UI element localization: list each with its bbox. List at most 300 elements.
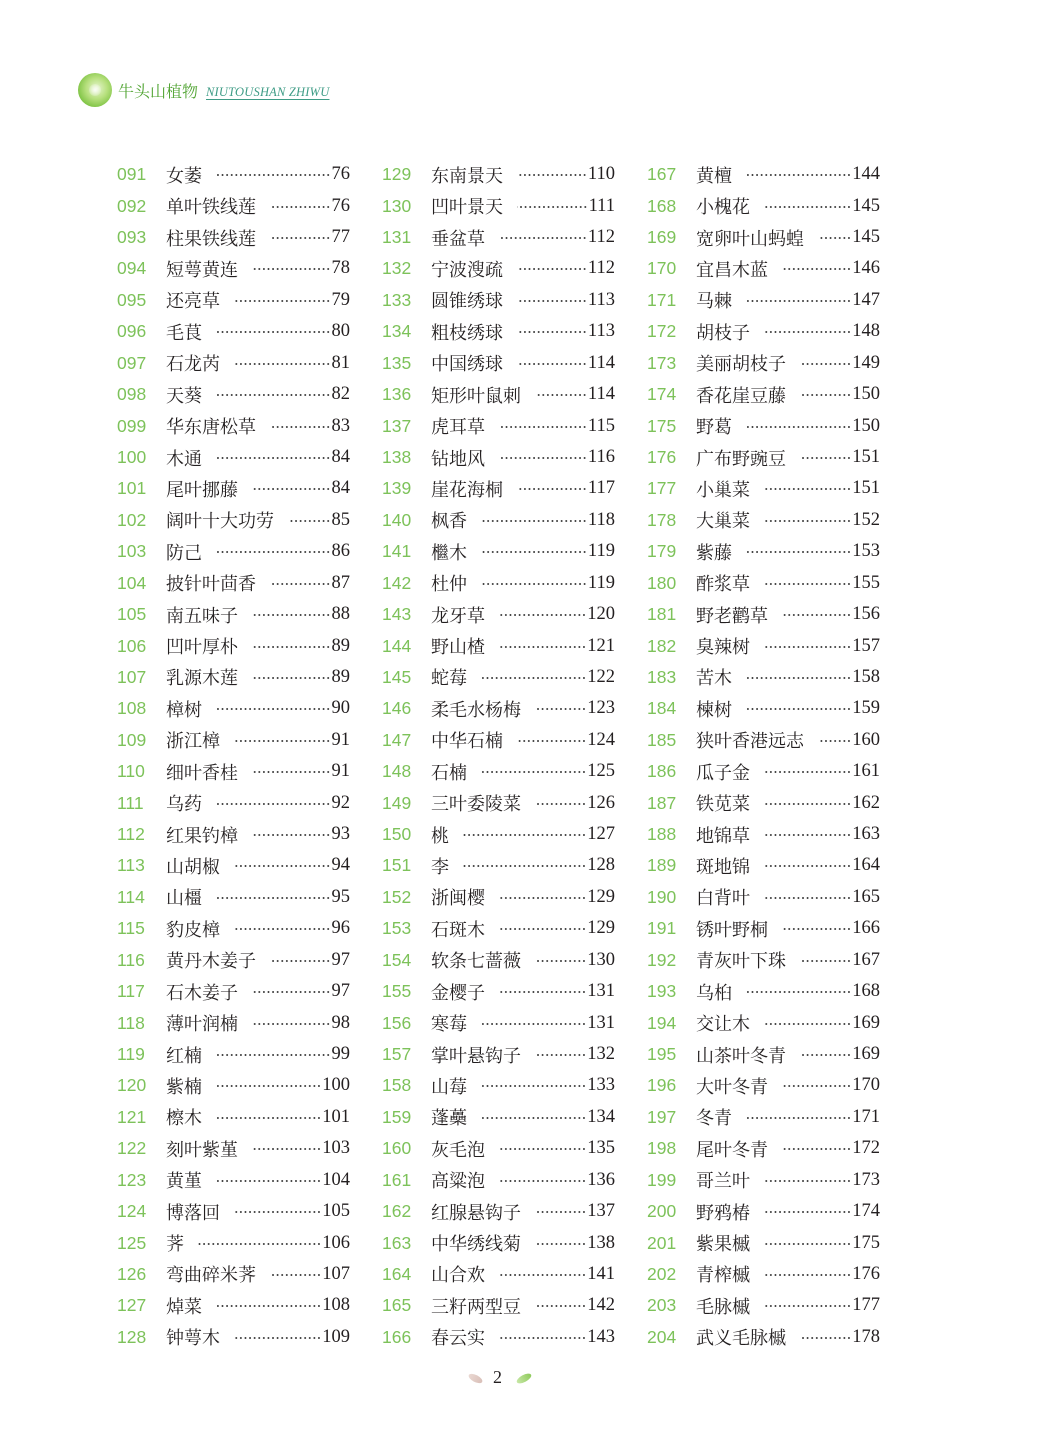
leader-dots (499, 896, 586, 900)
entry-name: 杜仲 (431, 574, 467, 596)
toc-entry (382, 1007, 615, 1038)
entry-number: 200 (647, 1201, 677, 1222)
toc-entry (647, 1133, 880, 1164)
toc-entry (647, 945, 880, 976)
leader-dots (252, 833, 331, 837)
entry-page: 82 (331, 384, 350, 405)
toc-entry (117, 1322, 350, 1353)
toc-entry (382, 1133, 615, 1164)
toc-entry (382, 379, 615, 410)
entry-page: 126 (587, 792, 615, 813)
entry-name: 李 (431, 856, 449, 878)
leader-dots (270, 1273, 321, 1277)
leader-dots (481, 550, 587, 554)
entry-page: 152 (852, 509, 880, 530)
leader-dots (234, 1336, 321, 1340)
toc-entry (647, 1322, 880, 1353)
entry-page: 112 (587, 227, 615, 248)
entry-number: 174 (647, 384, 677, 405)
entry-page: 77 (331, 227, 350, 248)
entry-number: 113 (117, 855, 145, 876)
entry-page: 172 (852, 1138, 880, 1159)
leader-dots (499, 1147, 586, 1151)
leader-dots (198, 1242, 321, 1246)
entry-number: 141 (382, 541, 412, 562)
entry-name: 掌叶悬钩子 (431, 1045, 521, 1067)
entry-name: 野鸦椿 (696, 1202, 750, 1224)
entry-page: 161 (852, 761, 880, 782)
toc-entry (647, 222, 880, 253)
toc-entry (382, 1259, 615, 1290)
leader-dots (746, 990, 851, 994)
entry-number: 203 (647, 1295, 677, 1316)
toc-entry (117, 285, 350, 316)
entry-page: 168 (852, 981, 880, 1002)
leader-dots (481, 1084, 586, 1088)
toc-entry (382, 1165, 615, 1196)
entry-page: 125 (587, 761, 615, 782)
leader-dots (270, 236, 331, 240)
toc-entry (382, 1070, 615, 1101)
entry-page: 103 (322, 1138, 350, 1159)
leader-dots (535, 1304, 586, 1308)
entry-name: 还亮草 (166, 291, 220, 313)
entry-page: 105 (322, 1201, 350, 1222)
entry-number: 097 (117, 352, 147, 373)
entry-name: 哥兰叶 (696, 1171, 750, 1193)
entry-number: 118 (117, 1012, 145, 1033)
entry-name: 豹皮樟 (166, 919, 220, 941)
entry-number: 117 (117, 981, 145, 1002)
entry-page: 84 (331, 478, 350, 499)
entry-number: 164 (382, 1263, 412, 1284)
entry-page: 89 (331, 666, 350, 687)
leader-dots (800, 959, 851, 963)
entry-number: 111 (117, 792, 144, 813)
entry-number: 102 (117, 509, 147, 530)
leader-dots (234, 927, 331, 931)
entry-name: 红腺悬钩子 (431, 1202, 521, 1224)
leader-dots (216, 1084, 321, 1088)
entry-number: 109 (117, 729, 147, 750)
toc-entry (382, 1290, 615, 1321)
leader-dots (800, 1336, 851, 1340)
entry-page: 78 (331, 258, 350, 279)
leader-dots (535, 802, 586, 806)
entry-name: 紫果槭 (696, 1234, 750, 1256)
entry-name: 臭辣树 (696, 637, 750, 659)
toc-entry (647, 316, 880, 347)
entry-name: 刻叶紫堇 (166, 1139, 238, 1161)
entry-number: 170 (647, 258, 677, 279)
leader-dots (216, 393, 331, 397)
leader-dots (252, 1147, 321, 1151)
leader-dots (746, 425, 851, 429)
entry-number: 094 (117, 258, 147, 279)
entry-name: 红楠 (166, 1045, 202, 1067)
entry-number: 099 (117, 415, 147, 436)
toc-entry (117, 662, 350, 693)
entry-number: 096 (117, 321, 147, 342)
entry-page: 97 (331, 949, 350, 970)
entry-name: 毛茛 (166, 322, 202, 344)
entry-name: 黄檀 (696, 165, 732, 187)
leader-dots (234, 739, 331, 743)
entry-page: 151 (852, 478, 880, 499)
entry-page: 171 (852, 1106, 880, 1127)
entry-page: 178 (852, 1326, 880, 1347)
toc-entry (117, 787, 350, 818)
leader-dots (216, 1179, 321, 1183)
entry-number: 091 (117, 164, 147, 185)
book-title-cn: 牛头山植物 (118, 82, 199, 101)
toc-entry (382, 505, 615, 536)
toc-entry (382, 222, 615, 253)
toc-entry (382, 567, 615, 598)
entry-number: 173 (647, 352, 677, 373)
entry-name: 寒莓 (431, 1014, 467, 1036)
entry-number: 182 (647, 635, 677, 656)
entry-number: 157 (382, 1044, 412, 1065)
toc-entry (117, 442, 350, 473)
entry-name: 华东唐松草 (166, 417, 256, 439)
toc-entry (117, 1070, 350, 1101)
leader-dots (517, 173, 587, 177)
entry-number: 142 (382, 572, 412, 593)
leader-dots (818, 236, 851, 240)
leader-dots (764, 1179, 851, 1183)
leader-dots (463, 864, 586, 868)
entry-name: 细叶香桂 (166, 762, 238, 784)
entry-name: 瓜子金 (696, 762, 750, 784)
entry-page: 129 (587, 886, 615, 907)
leader-dots (499, 236, 587, 240)
entry-name: 虎耳草 (431, 417, 485, 439)
leader-dots (800, 393, 851, 397)
leader-dots (234, 864, 331, 868)
leader-dots (746, 173, 851, 177)
toc-entry (382, 630, 615, 661)
toc-entry (647, 630, 880, 661)
leader-dots (764, 582, 851, 586)
entry-page: 133 (587, 1075, 615, 1096)
leader-dots (535, 959, 586, 963)
entry-page: 163 (852, 824, 880, 845)
leader-dots (234, 299, 331, 303)
leader-dots (746, 676, 851, 680)
entry-name: 石木姜子 (166, 982, 238, 1004)
entry-number: 130 (382, 195, 412, 216)
toc-entry (647, 190, 880, 221)
entry-number: 180 (647, 572, 677, 593)
entry-name: 蓬蘽 (431, 1108, 467, 1130)
toc-entry (647, 1290, 880, 1321)
entry-name: 钻地风 (431, 448, 485, 470)
entry-name: 阔叶十大功劳 (166, 511, 274, 533)
entry-number: 119 (117, 1044, 145, 1065)
toc-entry (382, 693, 615, 724)
entry-number: 168 (647, 195, 677, 216)
leader-dots (499, 1179, 586, 1183)
entry-number: 106 (117, 635, 147, 656)
entry-page: 98 (331, 1012, 350, 1033)
toc-entry (382, 190, 615, 221)
toc-column-3 (647, 159, 880, 1353)
entry-name: 红果钓樟 (166, 825, 238, 847)
toc-entry (647, 348, 880, 379)
entry-number: 107 (117, 666, 147, 687)
leader-dots (499, 645, 586, 649)
entry-number: 195 (647, 1044, 677, 1065)
entry-name: 钟萼木 (166, 1328, 220, 1350)
toc-entry (382, 159, 615, 190)
entry-name: 金樱子 (431, 982, 485, 1004)
toc-entry (117, 1007, 350, 1038)
entry-name: 宜昌木蓝 (696, 259, 768, 281)
entry-page: 91 (331, 761, 350, 782)
leader-dots (216, 456, 331, 460)
entry-page: 146 (852, 258, 880, 279)
entry-number: 093 (117, 227, 147, 248)
toc-entry (647, 410, 880, 441)
entry-number: 193 (647, 981, 677, 1002)
entry-page: 155 (852, 572, 880, 593)
leader-dots (764, 1242, 851, 1246)
entry-page: 93 (331, 824, 350, 845)
entry-number: 179 (647, 541, 677, 562)
entry-name: 凹叶厚朴 (166, 637, 238, 659)
entry-name: 灰毛泡 (431, 1139, 485, 1161)
entry-page: 112 (587, 258, 615, 279)
entry-page: 137 (587, 1201, 615, 1222)
leader-dots (270, 425, 331, 429)
entry-name: 檵木 (431, 542, 467, 564)
toc-entry (117, 379, 350, 410)
entry-name: 宁波溲疏 (431, 259, 503, 281)
toc-entry (117, 913, 350, 944)
entry-name: 薄叶润楠 (166, 1014, 238, 1036)
entry-page: 111 (588, 195, 615, 216)
entry-number: 138 (382, 447, 412, 467)
leader-dots (782, 927, 851, 931)
entry-name: 武义毛脉槭 (696, 1328, 786, 1350)
leader-dots (252, 990, 331, 994)
entry-page: 86 (331, 541, 350, 562)
entry-name: 胡枝子 (696, 322, 750, 344)
toc-entry (117, 630, 350, 661)
leader-dots (252, 770, 331, 774)
entry-number: 098 (117, 384, 147, 405)
leader-dots (535, 1210, 586, 1214)
entry-page: 176 (852, 1263, 880, 1284)
toc-entry (117, 222, 350, 253)
toc-entry (117, 850, 350, 881)
toc-entry (117, 1290, 350, 1321)
entry-page: 142 (587, 1295, 615, 1316)
leader-dots (800, 456, 851, 460)
toc-entry (382, 976, 615, 1007)
toc-entry (117, 1133, 350, 1164)
entry-page: 84 (331, 447, 350, 467)
entry-name: 女萎 (166, 165, 202, 187)
entry-name: 黄堇 (166, 1171, 202, 1193)
entry-page: 153 (852, 541, 880, 562)
entry-number: 140 (382, 509, 412, 530)
entry-number: 125 (117, 1232, 147, 1253)
leader-dots (764, 1022, 851, 1026)
leader-dots (517, 299, 587, 303)
entry-page: 129 (587, 918, 615, 939)
entry-number: 159 (382, 1106, 412, 1127)
toc-column-1 (117, 159, 350, 1353)
leader-dots (764, 519, 851, 523)
entry-page: 130 (587, 949, 615, 970)
entry-page: 131 (587, 1012, 615, 1033)
entry-name: 黄丹木姜子 (166, 951, 256, 973)
leader-dots (288, 519, 331, 523)
toc-entry (647, 442, 880, 473)
leader-dots (535, 393, 587, 397)
toc-entry (117, 410, 350, 441)
entry-number: 129 (382, 164, 412, 185)
entry-number: 183 (647, 666, 677, 687)
leader-dots (216, 802, 331, 806)
entry-name: 粗枝绣球 (431, 322, 503, 344)
entry-name: 桃 (431, 825, 449, 847)
entry-name: 青灰叶下珠 (696, 951, 786, 973)
toc-entry (382, 599, 615, 630)
entry-name: 美丽胡枝子 (696, 354, 786, 376)
entry-name: 春云实 (431, 1328, 485, 1350)
entry-number: 133 (382, 289, 412, 310)
entry-name: 野老鹳草 (696, 605, 768, 627)
entry-number: 204 (647, 1326, 677, 1347)
entry-name: 大叶冬青 (696, 1076, 768, 1098)
entry-number: 160 (382, 1138, 412, 1159)
entry-page: 119 (587, 572, 615, 593)
entry-name: 三籽两型豆 (431, 1296, 521, 1318)
entry-page: 134 (587, 1106, 615, 1127)
toc-entry (647, 567, 880, 598)
entry-name: 白背叶 (696, 888, 750, 910)
toc-entry (647, 505, 880, 536)
entry-name: 青榨槭 (696, 1265, 750, 1287)
entry-number: 185 (647, 729, 677, 750)
toc-entry (647, 253, 880, 284)
entry-page: 143 (587, 1326, 615, 1347)
toc-entry (382, 913, 615, 944)
entry-number: 178 (647, 509, 677, 530)
entry-number: 165 (382, 1295, 412, 1316)
entry-name: 乌药 (166, 794, 202, 816)
entry-name: 防己 (166, 542, 202, 564)
leader-dots (216, 1304, 321, 1308)
entry-name: 香花崖豆藤 (696, 385, 786, 407)
entry-number: 158 (382, 1075, 412, 1096)
entry-number: 151 (382, 855, 412, 876)
toc-entry (117, 159, 350, 190)
entry-name: 苦木 (696, 668, 732, 690)
leader-dots (234, 362, 331, 366)
entry-number: 155 (382, 981, 412, 1002)
entry-number: 136 (382, 384, 412, 405)
leader-dots (517, 739, 586, 743)
entry-page: 109 (322, 1326, 350, 1347)
leader-dots (270, 959, 331, 963)
toc-entry (647, 976, 880, 1007)
entry-page: 123 (587, 698, 615, 719)
entry-number: 189 (647, 855, 677, 876)
entry-page: 96 (331, 918, 350, 939)
toc-entry (647, 599, 880, 630)
toc-entry (647, 850, 880, 881)
leader-dots (517, 362, 587, 366)
entry-number: 139 (382, 478, 412, 499)
entry-name: 毛脉槭 (696, 1296, 750, 1318)
leader-dots (216, 550, 331, 554)
entry-page: 138 (587, 1232, 615, 1253)
toc-entry (382, 725, 615, 756)
entry-name: 中华绣线菊 (431, 1234, 521, 1256)
entry-name: 垂盆草 (431, 228, 485, 250)
entry-number: 110 (117, 761, 145, 782)
entry-name: 木通 (166, 448, 202, 470)
entry-number: 162 (382, 1201, 412, 1222)
toc-entry (647, 1070, 880, 1101)
entry-name: 枫香 (431, 511, 467, 533)
leader-dots (252, 1022, 331, 1026)
entry-page: 117 (587, 478, 615, 499)
entry-number: 143 (382, 604, 412, 625)
entry-page: 151 (852, 447, 880, 467)
leader-dots (252, 487, 331, 491)
entry-page: 87 (331, 572, 350, 593)
entry-page: 110 (587, 164, 615, 185)
entry-number: 132 (382, 258, 412, 279)
entry-number: 163 (382, 1232, 412, 1253)
leader-dots (499, 613, 586, 617)
toc-entry (117, 976, 350, 1007)
leader-dots (764, 770, 851, 774)
toc-entry (117, 1227, 350, 1258)
entry-number: 152 (382, 886, 412, 907)
entry-name: 三叶委陵菜 (431, 794, 521, 816)
entry-page: 170 (852, 1075, 880, 1096)
toc-entry (117, 1196, 350, 1227)
leader-dots (252, 613, 331, 617)
logo-icon (78, 73, 112, 107)
leader-dots (481, 1022, 586, 1026)
toc-entry (647, 1165, 880, 1196)
entry-number: 121 (117, 1106, 147, 1127)
leader-dots (517, 267, 587, 271)
toc-entry (382, 536, 615, 567)
leader-dots (216, 707, 331, 711)
entry-name: 山合欢 (431, 1265, 485, 1287)
leader-dots (764, 802, 851, 806)
entry-name: 乳源木莲 (166, 668, 238, 690)
leader-dots (481, 770, 586, 774)
entry-page: 113 (587, 321, 615, 342)
leader-dots (764, 1273, 851, 1277)
entry-page: 169 (852, 1044, 880, 1065)
entry-page: 79 (331, 289, 350, 310)
entry-page: 80 (331, 321, 350, 342)
toc-entry (647, 1102, 880, 1133)
toc-entry (647, 662, 880, 693)
leader-dots (499, 927, 586, 931)
entry-number: 128 (117, 1326, 147, 1347)
